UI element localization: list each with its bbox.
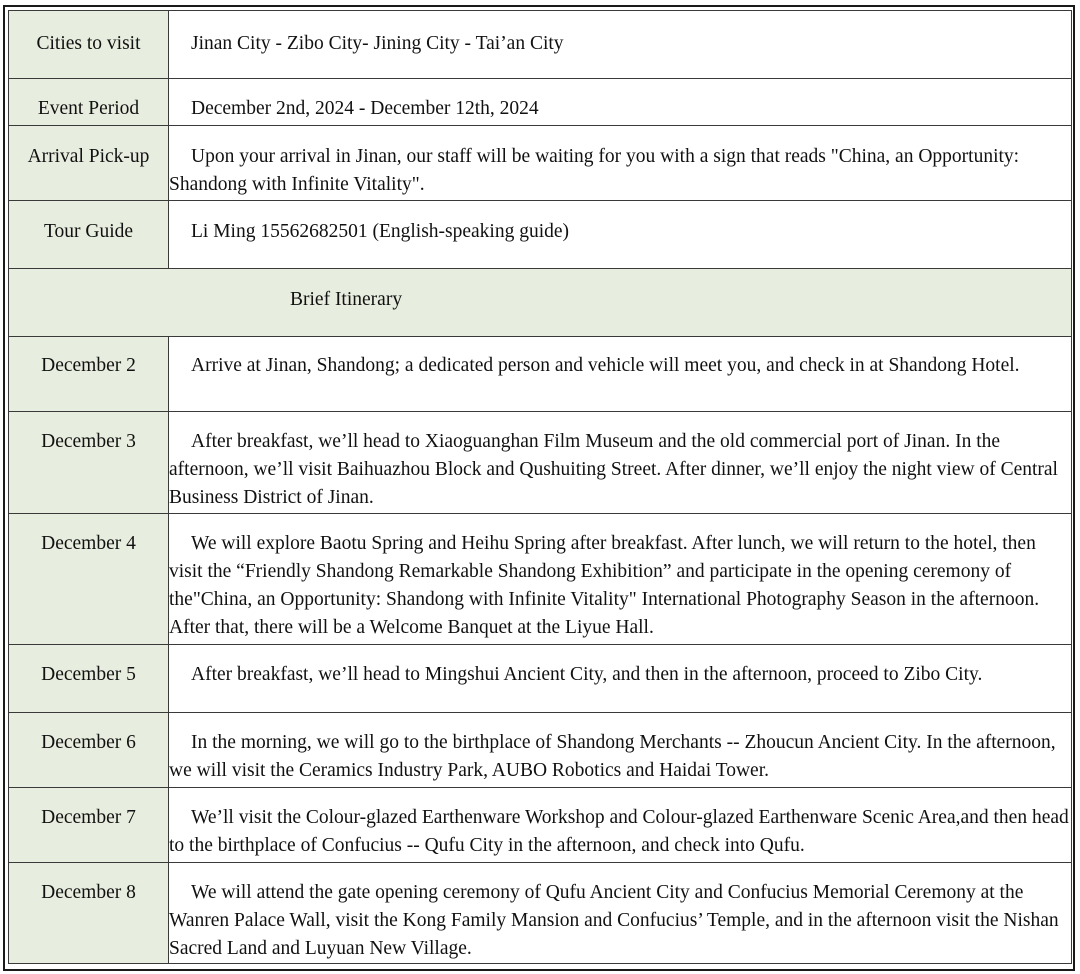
- itinerary-text-content: We’ll visit the Colour-glazed Earthenware Workshop and Colour-glazed Earthenware Scenic Area,and then head to the birthplace of Confucius -- Qufu City in the afternoon, and check into Qufu.: [169, 807, 1069, 856]
- itinerary-table: [8, 10, 1072, 964]
- guide-value-text: Li Ming 15562682501 (English-speaking guide): [191, 221, 570, 242]
- itinerary-text: [169, 412, 1072, 514]
- period-value: [169, 79, 1072, 126]
- itinerary-row: [9, 788, 1072, 863]
- itinerary-date: December 3: [9, 412, 169, 514]
- guide-row: [9, 201, 1072, 269]
- pickup-value-text: Upon your arrival in Jinan, our staff will be waiting for you with a sign that reads "China, an Opportunity: Shandong with Infinite Vitality".: [169, 146, 1020, 195]
- itinerary-text: [169, 337, 1072, 412]
- itinerary-text-content: In the morning, we will go to the birthplace of Shandong Merchants -- Zhoucun Ancient City. In the afternoon, we will visit the Ceramics Industry Park, AUBO Robotics and Haidai Tower.: [169, 732, 1056, 781]
- itinerary-text: [169, 788, 1072, 863]
- itinerary-row: [9, 713, 1072, 788]
- itinerary-row: [9, 514, 1072, 645]
- section-title: Brief Itinerary: [290, 289, 403, 310]
- itinerary-date: December 7: [9, 788, 169, 863]
- guide-label: Tour Guide: [9, 201, 169, 269]
- itinerary-text: [169, 713, 1072, 788]
- guide-value: [169, 201, 1072, 269]
- itinerary-text-content: After breakfast, we’ll head to Mingshui Ancient City, and then in the afternoon, proceed to Zibo City.: [191, 664, 983, 685]
- itinerary-date: December 5: [9, 645, 169, 713]
- itinerary-date: December 6: [9, 713, 169, 788]
- itinerary-date: December 8: [9, 863, 169, 964]
- itinerary-text: [169, 645, 1072, 713]
- itinerary-date: December 4: [9, 514, 169, 645]
- itinerary-date: December 2: [9, 337, 169, 412]
- section-header: [9, 269, 1072, 337]
- pickup-value: [169, 126, 1072, 201]
- pickup-label: Arrival Pick-up: [9, 126, 169, 201]
- itinerary-text-content: We will attend the gate opening ceremony of Qufu Ancient City and Confucius Memorial Ceremony at the Wanren Palace Wall, visit the Kong Family Mansion and Confucius’ Temple, and in the afternoon visit the Nishan Sacred Land and Luyuan New Village.: [169, 882, 1059, 959]
- cities-row: [9, 11, 1072, 79]
- itinerary-row: [9, 863, 1072, 964]
- period-label: Event Period: [9, 79, 169, 126]
- itinerary-row: [9, 645, 1072, 713]
- itinerary-text-content: We will explore Baotu Spring and Heihu Spring after breakfast. After lunch, we will return to the hotel, then visit the “Friendly Shandong Remarkable Shandong Exhibition” and participate in the opening ceremony of the"China, an Opportunity: Shandong with Infinite Vitality" International Photography Season in the afternoon. After that, there will be a Welcome Banquet at the Liyue Hall.: [169, 533, 1040, 638]
- cities-label: Cities to visit: [9, 11, 169, 79]
- itinerary-text: [169, 863, 1072, 964]
- cities-value: [169, 11, 1072, 79]
- itinerary-row: [9, 412, 1072, 514]
- itinerary-text-content: After breakfast, we’ll head to Xiaoguanghan Film Museum and the old commercial port of Jinan. In the afternoon, we’ll visit Baihuazhou Block and Qushuiting Street. After dinner, we’ll enjoy the night view of Central Business District of Jinan.: [169, 431, 1058, 508]
- period-value-text: December 2nd, 2024 - December 12th, 2024: [191, 98, 539, 119]
- pickup-row: [9, 126, 1072, 201]
- itinerary-text: [169, 514, 1072, 645]
- section-header-row: [9, 269, 1072, 337]
- itinerary-row: [9, 337, 1072, 412]
- period-row: [9, 79, 1072, 126]
- cities-value-text: Jinan City - Zibo City- Jining City - Tai’an City: [191, 33, 564, 54]
- itinerary-text-content: Arrive at Jinan, Shandong; a dedicated person and vehicle will meet you, and check in at Shandong Hotel.: [191, 355, 1020, 376]
